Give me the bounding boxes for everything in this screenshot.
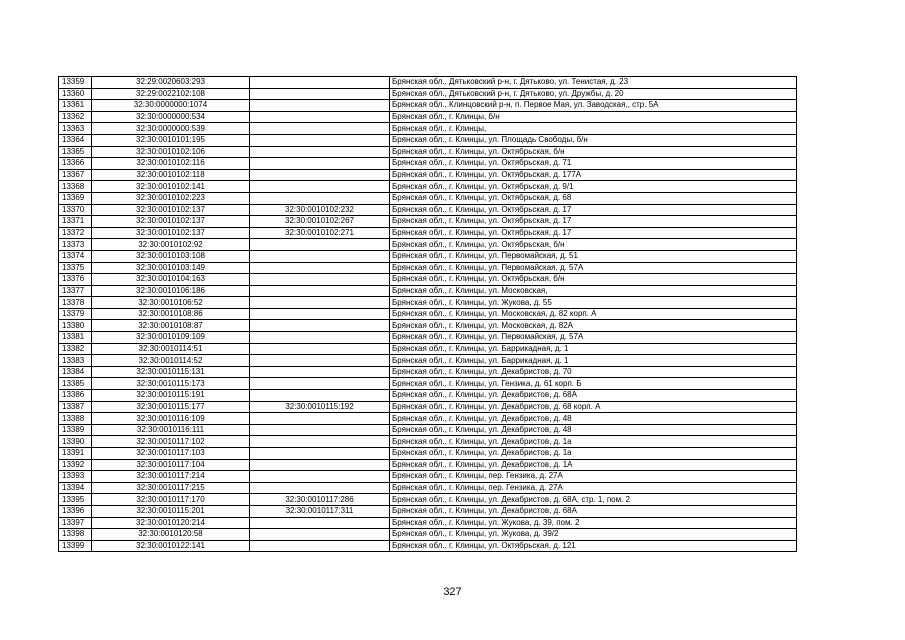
linked-cadastral-number-cell [250,250,390,262]
row-number-cell: 13383 [59,355,92,367]
linked-cadastral-number-cell [250,181,390,193]
linked-cadastral-number-cell [250,424,390,436]
address-cell: Брянская обл., г. Клинцы, ул. Декабристов, д. 68А [390,505,797,517]
cadastral-number-cell: 32:30:0010102:106 [92,146,250,158]
linked-cadastral-number-cell [250,378,390,390]
table-row [59,343,797,355]
linked-cadastral-number-cell [250,77,390,89]
row-number-cell: 13386 [59,390,92,402]
row-number-cell: 13392 [59,459,92,471]
table-row [59,366,797,378]
address-cell: Брянская обл., Клинцовский р-н, п. Первое Мая, ул. Заводская,, стр. 5А [390,100,797,112]
address-cell: Брянская обл., г. Клинцы, ул. Октябрьская, д. 17 [390,204,797,216]
linked-cadastral-number-cell [250,285,390,297]
cadastral-number-cell: 32:30:0010102:223 [92,192,250,204]
address-cell: Брянская обл., г. Клинцы, ул. Октябрьская, б/н [390,146,797,158]
cadastral-number-cell: 32:30:0010115:177 [92,401,250,413]
address-cell: Брянская обл., г. Клинцы, ул. Октябрьская, д. 68 [390,192,797,204]
table-row [59,540,797,552]
row-number-cell: 13365 [59,146,92,158]
cadastral-number-cell: 32:30:0010108:86 [92,308,250,320]
linked-cadastral-number-cell [250,413,390,425]
table-row [59,355,797,367]
address-cell: Брянская обл., г. Клинцы, ул. Октябрьская, д. 17 [390,216,797,228]
row-number-cell: 13378 [59,297,92,309]
address-cell: Брянская обл., г. Клинцы, ул. Декабристов, д. 1а [390,436,797,448]
linked-cadastral-number-cell [250,320,390,332]
linked-cadastral-number-cell [250,343,390,355]
address-cell: Брянская обл., Дятьковский р-н, г. Дятьково, ул. Тенистая, д. 23 [390,77,797,89]
row-number-cell: 13373 [59,239,92,251]
address-cell: Брянская обл., г. Клинцы, ул. Октябрьская, д. 121 [390,540,797,552]
row-number-cell: 13375 [59,262,92,274]
registry-table-body [59,77,797,552]
linked-cadastral-number-cell [250,540,390,552]
cadastral-number-cell: 32:30:0010102:137 [92,227,250,239]
table-row [59,378,797,390]
row-number-cell: 13368 [59,181,92,193]
table-row [59,181,797,193]
table-row [59,239,797,251]
table-row [59,216,797,228]
row-number-cell: 13381 [59,332,92,344]
cadastral-number-cell: 32:30:0000000:539 [92,123,250,135]
address-cell: Брянская обл., г. Клинцы, ул. Московская, д. 82А [390,320,797,332]
address-cell: Брянская обл., г. Клинцы, ул. Баррикадная, д. 1 [390,343,797,355]
address-cell: Брянская обл., г. Клинцы, ул. Жукова, д. 39/2 [390,529,797,541]
cadastral-number-cell: 32:30:0010102:116 [92,158,250,170]
linked-cadastral-number-cell [250,459,390,471]
linked-cadastral-number-cell [250,100,390,112]
address-cell: Брянская обл., г. Клинцы, пер. Гензика, д. 27А [390,471,797,483]
row-number-cell: 13391 [59,448,92,460]
address-cell: Брянская обл., Дятьковский р-н, г. Дятьково, ул. Дружбы, д. 20 [390,88,797,100]
linked-cadastral-number-cell: 32:30:0010115:192 [250,401,390,413]
linked-cadastral-number-cell [250,146,390,158]
cadastral-number-cell: 32:30:0010103:108 [92,250,250,262]
linked-cadastral-number-cell [250,448,390,460]
cadastral-number-cell: 32:30:0010117:214 [92,471,250,483]
row-number-cell: 13361 [59,100,92,112]
cadastral-number-cell: 32:30:0010117:103 [92,448,250,460]
row-number-cell: 13372 [59,227,92,239]
row-number-cell: 13395 [59,494,92,506]
row-number-cell: 13399 [59,540,92,552]
cadastral-number-cell: 32:30:0010106:186 [92,285,250,297]
cadastral-number-cell: 32:30:0010104:163 [92,274,250,286]
row-number-cell: 13366 [59,158,92,170]
address-cell: Брянская обл., г. Клинцы, ул. Октябрьская, д. 71 [390,158,797,170]
address-cell: Брянская обл., г. Клинцы, ул. Октябрьская, д. 17 [390,227,797,239]
table-row [59,169,797,181]
table-row [59,134,797,146]
address-cell: Брянская обл., г. Клинцы, ул. Декабристов, д. 68А, стр. 1, пом. 2 [390,494,797,506]
linked-cadastral-number-cell [250,332,390,344]
linked-cadastral-number-cell [250,111,390,123]
row-number-cell: 13360 [59,88,92,100]
linked-cadastral-number-cell [250,355,390,367]
table-row [59,100,797,112]
table-row [59,459,797,471]
table-row [59,308,797,320]
cadastral-number-cell: 32:30:0010114:52 [92,355,250,367]
row-number-cell: 13389 [59,424,92,436]
row-number-cell: 13380 [59,320,92,332]
linked-cadastral-number-cell [250,239,390,251]
table-row [59,494,797,506]
cadastral-number-cell: 32:30:0010109:109 [92,332,250,344]
linked-cadastral-number-cell [250,134,390,146]
table-row [59,471,797,483]
cadastral-number-cell: 32:29:0022102:108 [92,88,250,100]
cadastral-number-cell: 32:30:0010103:149 [92,262,250,274]
row-number-cell: 13376 [59,274,92,286]
row-number-cell: 13382 [59,343,92,355]
cadastral-number-cell: 32:30:0010101:195 [92,134,250,146]
table-row [59,274,797,286]
cadastral-number-cell: 32:30:0010120:214 [92,517,250,529]
address-cell: Брянская обл., г. Клинцы, ул. Декабристов, д. 70 [390,366,797,378]
row-number-cell: 13396 [59,505,92,517]
cadastral-number-cell: 32:30:0010116:109 [92,413,250,425]
row-number-cell: 13394 [59,482,92,494]
row-number-cell: 13384 [59,366,92,378]
table-row [59,204,797,216]
address-cell: Брянская обл., г. Клинцы, ул. Гензика, д. 61 корп. Б [390,378,797,390]
address-cell: Брянская обл., г. Клинцы, ул. Декабристов, д. 68 корп. А [390,401,797,413]
table-row [59,297,797,309]
row-number-cell: 13388 [59,413,92,425]
table-row [59,192,797,204]
linked-cadastral-number-cell [250,297,390,309]
linked-cadastral-number-cell [250,123,390,135]
row-number-cell: 13397 [59,517,92,529]
linked-cadastral-number-cell [250,262,390,274]
address-cell: Брянская обл., г. Клинцы, ул. Площадь Свободы, б/н [390,134,797,146]
cadastral-number-cell: 32:30:0010106:52 [92,297,250,309]
address-cell: Брянская обл., г. Клинцы, ул. Октябрьская, б/н [390,239,797,251]
table-row [59,517,797,529]
cadastral-number-cell: 32:30:0000000:534 [92,111,250,123]
table-row [59,250,797,262]
cadastral-number-cell: 32:30:0010115:131 [92,366,250,378]
linked-cadastral-number-cell: 32:30:0010102:271 [250,227,390,239]
table-row [59,285,797,297]
row-number-cell: 13363 [59,123,92,135]
linked-cadastral-number-cell [250,274,390,286]
table-row [59,158,797,170]
address-cell: Брянская обл., г. Клинцы, ул. Московская, [390,285,797,297]
cadastral-number-cell: 32:30:0010115:191 [92,390,250,402]
address-cell: Брянская обл., г. Клинцы, [390,123,797,135]
cadastral-number-cell: 32:30:0000000:1074 [92,100,250,112]
address-cell: Брянская обл., г. Клинцы, ул. Октябрьская, д. 177А [390,169,797,181]
row-number-cell: 13393 [59,471,92,483]
table-row [59,448,797,460]
table-row [59,88,797,100]
address-cell: Брянская обл., г. Клинцы, ул. Первомайская, д. 57А [390,332,797,344]
linked-cadastral-number-cell [250,471,390,483]
address-cell: Брянская обл., г. Клинцы, б/н [390,111,797,123]
table-row [59,77,797,89]
cadastral-number-cell: 32:30:0010115:201 [92,505,250,517]
linked-cadastral-number-cell [250,366,390,378]
row-number-cell: 13379 [59,308,92,320]
linked-cadastral-number-cell: 32:30:0010117:286 [250,494,390,506]
row-number-cell: 13398 [59,529,92,541]
address-cell: Брянская обл., г. Клинцы, ул. Жукова, д. 55 [390,297,797,309]
linked-cadastral-number-cell [250,192,390,204]
cadastral-number-cell: 32:30:0010102:118 [92,169,250,181]
cadastral-number-cell: 32:30:0010120:58 [92,529,250,541]
table-row [59,436,797,448]
address-cell: Брянская обл., г. Клинцы, ул. Декабристов, д. 48 [390,413,797,425]
linked-cadastral-number-cell: 32:30:0010117:311 [250,505,390,517]
cadastral-number-cell: 32:30:0010102:92 [92,239,250,251]
row-number-cell: 13367 [59,169,92,181]
linked-cadastral-number-cell [250,482,390,494]
linked-cadastral-number-cell: 32:30:0010102:267 [250,216,390,228]
table-row [59,505,797,517]
row-number-cell: 13387 [59,401,92,413]
cadastral-number-cell: 32:30:0010115:173 [92,378,250,390]
row-number-cell: 13385 [59,378,92,390]
address-cell: Брянская обл., г. Клинцы, ул. Жукова, д. 39, пом. 2 [390,517,797,529]
row-number-cell: 13390 [59,436,92,448]
linked-cadastral-number-cell [250,169,390,181]
cadastral-number-cell: 32:30:0010102:141 [92,181,250,193]
table-row [59,482,797,494]
address-cell: Брянская обл., г. Клинцы, ул. Октябрьская, б/н [390,274,797,286]
table-row [59,529,797,541]
table-row [59,320,797,332]
table-row [59,401,797,413]
cadastral-number-cell: 32:30:0010102:137 [92,216,250,228]
cadastral-number-cell: 32:29:0020603:293 [92,77,250,89]
linked-cadastral-number-cell: 32:30:0010102:232 [250,204,390,216]
cadastral-number-cell: 32:30:0010117:104 [92,459,250,471]
cadastral-number-cell: 32:30:0010102:137 [92,204,250,216]
row-number-cell: 13364 [59,134,92,146]
cadastral-number-cell: 32:30:0010122:141 [92,540,250,552]
cadastral-number-cell: 32:30:0010117:102 [92,436,250,448]
row-number-cell: 13370 [59,204,92,216]
linked-cadastral-number-cell [250,390,390,402]
table-row [59,146,797,158]
row-number-cell: 13371 [59,216,92,228]
page-number: 327 [443,586,462,598]
row-number-cell: 13377 [59,285,92,297]
cadastral-number-cell: 32:30:0010116:111 [92,424,250,436]
table-row [59,227,797,239]
linked-cadastral-number-cell [250,517,390,529]
table-row [59,332,797,344]
address-cell: Брянская обл., г. Клинцы, ул. Московская, д. 82 корп. А [390,308,797,320]
linked-cadastral-number-cell [250,436,390,448]
address-cell: Брянская обл., г. Клинцы, ул. Декабристов, д. 68А [390,390,797,402]
row-number-cell: 13369 [59,192,92,204]
address-cell: Брянская обл., г. Клинцы, ул. Декабристов, д. 48 [390,424,797,436]
address-cell: Брянская обл., г. Клинцы, ул. Декабристов, д. 1А [390,459,797,471]
table-row [59,111,797,123]
table-row [59,123,797,135]
cadastral-number-cell: 32:30:0010117:170 [92,494,250,506]
cadastral-number-cell: 32:30:0010117:215 [92,482,250,494]
row-number-cell: 13362 [59,111,92,123]
address-cell: Брянская обл., г. Клинцы, ул. Первомайская, д. 57А [390,262,797,274]
linked-cadastral-number-cell [250,308,390,320]
row-number-cell: 13359 [59,77,92,89]
cadastral-number-cell: 32:30:0010114:51 [92,343,250,355]
address-cell: Брянская обл., г. Клинцы, ул. Баррикадная, д. 1 [390,355,797,367]
linked-cadastral-number-cell [250,88,390,100]
linked-cadastral-number-cell [250,529,390,541]
table-row [59,424,797,436]
table-row [59,262,797,274]
row-number-cell: 13374 [59,250,92,262]
registry-table [58,76,797,552]
address-cell: Брянская обл., г. Клинцы, ул. Октябрьская, д. 9/1 [390,181,797,193]
address-cell: Брянская обл., г. Клинцы, пер. Гензика, д. 27А [390,482,797,494]
table-row [59,390,797,402]
linked-cadastral-number-cell [250,158,390,170]
address-cell: Брянская обл., г. Клинцы, ул. Декабристов, д. 1а [390,448,797,460]
address-cell: Брянская обл., г. Клинцы, ул. Первомайская, д. 51 [390,250,797,262]
cadastral-number-cell: 32:30:0010108:87 [92,320,250,332]
table-row [59,413,797,425]
